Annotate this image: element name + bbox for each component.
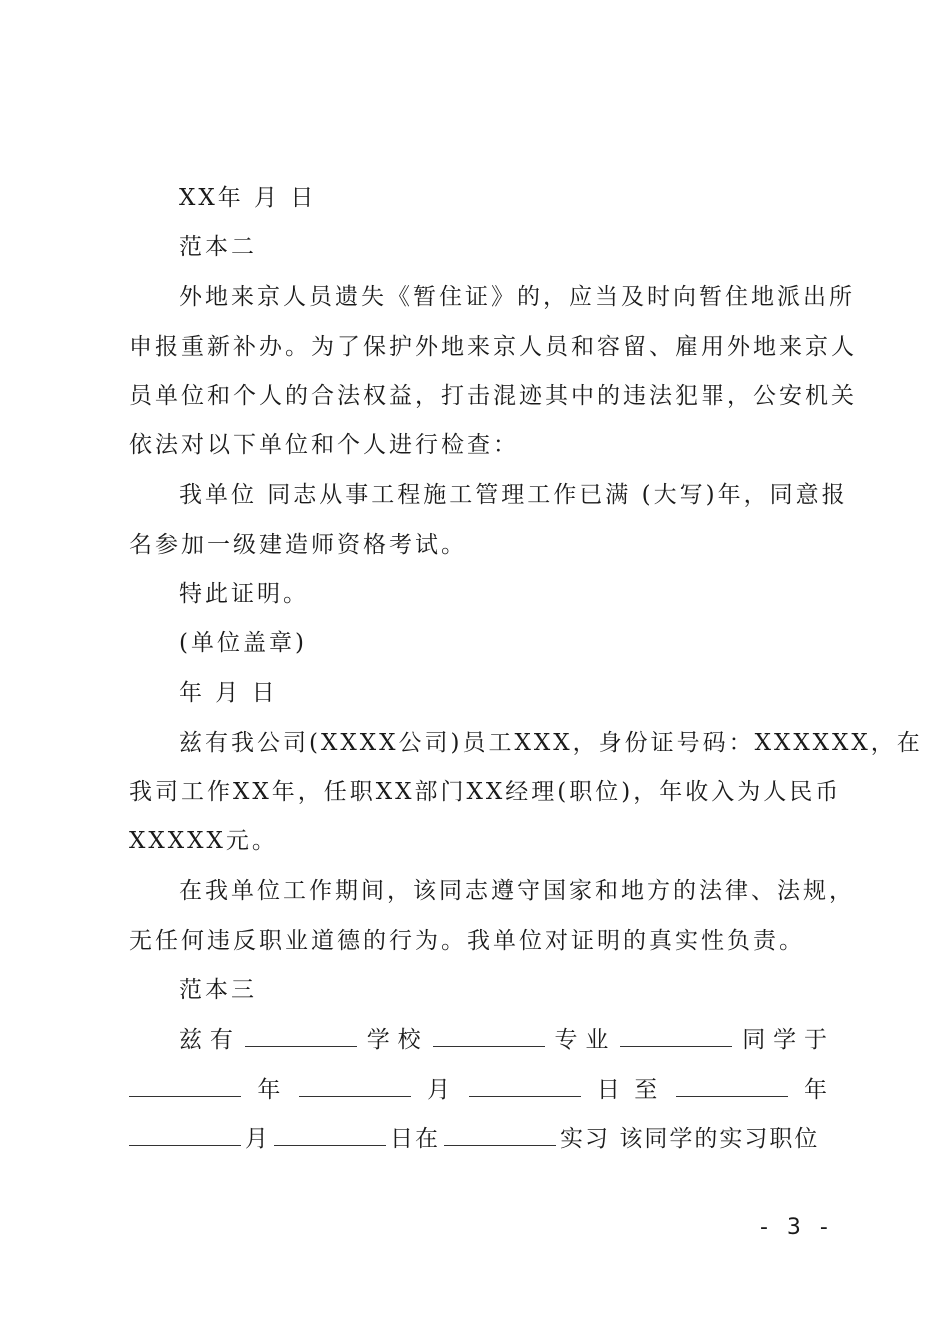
form-text: 同学于	[736, 1027, 830, 1053]
blank-field[interactable]	[245, 1026, 357, 1047]
date-line: XX年 月 日	[179, 185, 317, 211]
form-text: 年	[245, 1077, 295, 1103]
paragraph-line: 兹有我公司(XXXX公司)员工XXX，身份证号码：XXXXXX，在	[179, 730, 923, 756]
blank-field[interactable]	[433, 1026, 545, 1047]
form-text: 该同学的实习职位	[619, 1126, 820, 1152]
form-text: 日在	[390, 1126, 440, 1152]
paragraph-line: 我司工作XX年，任职XX部门XX经理(职位)，年收入为人民币	[129, 779, 842, 805]
form-line-3	[129, 1124, 829, 1154]
paragraph-line: XXXXX元。	[129, 828, 278, 854]
paragraph-line: 外地来京人员遗失《暂住证》的，应当及时向暂住地派出所	[179, 284, 855, 310]
form-text: 年	[791, 1077, 829, 1103]
blank-field[interactable]	[469, 1076, 581, 1097]
blank-field[interactable]	[299, 1076, 411, 1097]
form-text: 学校	[360, 1027, 429, 1053]
blank-field[interactable]	[129, 1125, 241, 1146]
paragraph-line: 名参加一级建造师资格考试。	[129, 532, 467, 558]
form-text: 月	[245, 1126, 270, 1152]
blank-field[interactable]	[129, 1076, 241, 1097]
certify-line: 特此证明。	[179, 581, 309, 607]
seal-line: (单位盖章)	[179, 630, 307, 656]
blank-field[interactable]	[274, 1125, 386, 1146]
form-text: 兹有	[179, 1027, 241, 1053]
paragraph-line: 员单位和个人的合法权益，打击混迹其中的违法犯罪，公安机关	[129, 383, 857, 409]
blank-field[interactable]	[676, 1076, 788, 1097]
page-number: - 3 -	[760, 1215, 834, 1240]
paragraph-line: 我单位 同志从事工程施工管理工作已满 (大写)年，同意报	[179, 482, 848, 508]
paragraph-line: 在我单位工作期间，该同志遵守国家和地方的法律、法规，	[179, 878, 855, 904]
form-line-1	[179, 1025, 829, 1055]
form-text: 月	[414, 1077, 465, 1103]
paragraph-line: 申报重新补办。为了保护外地来京人员和容留、雇用外地来京人	[129, 334, 857, 360]
paragraph-line: 依法对以下单位和个人进行检查：	[129, 432, 519, 458]
paragraph-line: 无任何违反职业道德的行为。我单位对证明的真实性负责。	[129, 928, 805, 954]
section-heading-3: 范本三	[179, 977, 257, 1003]
blank-field[interactable]	[620, 1026, 732, 1047]
form-text: 实习	[560, 1126, 610, 1152]
date-line: 年 月 日	[179, 680, 278, 706]
form-line-2	[129, 1075, 829, 1105]
form-text: 专业	[548, 1027, 617, 1053]
section-heading-2: 范本二	[179, 234, 257, 260]
form-text: 日至	[584, 1077, 672, 1103]
blank-field[interactable]	[444, 1125, 556, 1146]
